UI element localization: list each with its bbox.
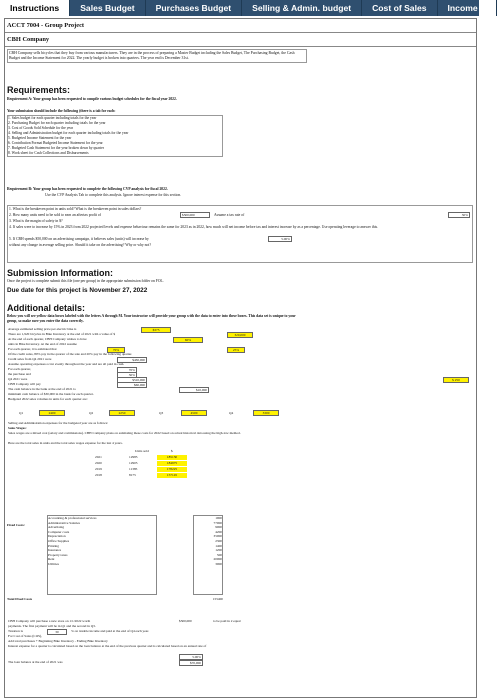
table-cell: 157145 [157, 473, 187, 478]
quarter-label-q2: Q2 [89, 411, 94, 415]
due-date: Due date for this project is November 27, 2022 [7, 287, 148, 294]
list-value: 4200 [215, 529, 222, 534]
detail-line: For Cost of Sales (COS), [8, 634, 43, 638]
quarter-label-q3: Q3 [159, 411, 164, 415]
table-cell: 12905 [129, 461, 138, 465]
detail-line: Taxation is [8, 629, 23, 633]
detail-line: The loan balance at the end of 2021 was [8, 660, 63, 664]
tax-pct-input[interactable]: 30 [47, 629, 67, 635]
list-item: Advertising [48, 525, 65, 530]
detail-line: Q4 2021 were [8, 377, 28, 381]
q4-volume-input[interactable]: 3300 [253, 410, 279, 416]
list-value: 500 [216, 552, 222, 557]
detail-line: payments. The first payment will be in Q1 and the second in Q3. [8, 624, 96, 628]
fixed-costs-total: 155400 [212, 597, 223, 601]
additional-title: Additional details: [7, 303, 86, 313]
tab-cost-of-sales[interactable]: Cost of Sales [362, 0, 437, 16]
additional-text: Below you will see yellow data boxes labeled with the letters A through M. Your instructor will provide your group with the data to enter into these boxes. This data set is unique to your group, so make sure you enter the data correctly. [7, 314, 296, 323]
list-item: Insurance [48, 548, 62, 553]
list-item: 3. Cost of Goods Sold Schedule for the year [8, 126, 74, 130]
detail-line: CBH Company will purchase a new store on 1/1/2022 worth [8, 619, 91, 623]
detail-line: There are 1,920 bicycles in Bike Inventory at the end of 2021 with a value of $ [8, 332, 116, 336]
detail-line: The cash balance in the bank at the end of 2021 is [8, 387, 76, 391]
detail-line: For each quarter, it is estimated that [8, 347, 57, 351]
list-value: 20000 [213, 557, 222, 562]
tax-rate-label: Assume a tax rate of [214, 213, 245, 217]
list-item: Computer costs [48, 529, 70, 534]
list-value: 9000 [215, 525, 222, 530]
requirements-title: Requirements: [7, 85, 71, 95]
fixed-costs-labels [47, 515, 157, 595]
list-value: 35000 [213, 534, 222, 539]
list-item: 5. If CBH spends $50,000 on an advertising campaign, it believes sales (units) will increase by [9, 237, 149, 241]
list-value: 77000 [213, 520, 222, 525]
cash-balance-input[interactable]: $10,000 [179, 387, 209, 393]
detail-line: the purchase and [8, 372, 31, 376]
inventory-value-input[interactable]: 320,000 [227, 332, 253, 338]
tab-selling-admin-budget[interactable]: Selling & Admin. budget [242, 0, 362, 16]
wages-table [95, 449, 215, 489]
detail-line: Average estimated selling price per electric bike is [8, 327, 77, 331]
list-item: Property taxes [48, 552, 68, 557]
tab-income-statement[interactable]: Income S [438, 0, 497, 16]
sales-increase-input[interactable]: 5.00% [268, 236, 292, 242]
detail-line: Sales Wages: [8, 426, 27, 430]
detail-line: For each quarter, [8, 367, 31, 371]
list-item: 2. How many units need to be sold to earn an aftertax profit of [9, 213, 101, 217]
q4-purchases-input[interactable]: $510,000 [117, 377, 147, 383]
list-item: without any change in average selling price. Should it take on the advertising? Why or why not? [9, 243, 151, 247]
submission-title: Submission Information: [7, 268, 114, 278]
list-item: Accounting & professional services [48, 516, 97, 520]
table-cell: 178225 [157, 467, 187, 472]
detail-line: Assume operating expenses occur evenly throughout the year and are all paid in cash. [8, 362, 125, 366]
bikes-pct-input[interactable]: 70% [117, 367, 137, 373]
price-input[interactable]: $375 [141, 327, 171, 333]
list-item: 7. Budgeted Cash Statement for the year broken down by quarter [8, 146, 104, 150]
detail-line: At the end of each quarter, CBH Company wishes to have [8, 337, 87, 341]
list-item: 4. If sales were to increase by 15% in 2023 from 2022 projected levels and expense behaviour remains the same for 2023 as in 2022, how much will net income before tax and interest increase by as a percentage. Use operating leverage to answer this. [9, 225, 379, 229]
list-item: 6. Contribution Format Budgeted Income Statement for the year [8, 141, 103, 145]
expected-input[interactable]: $ 250 [443, 377, 469, 383]
detail-line: units in Bike Inventory. At the end of 2022 assume [8, 342, 77, 346]
table-cell: 12985 [129, 455, 138, 459]
instructions-sheet [4, 18, 477, 698]
list-item: Depreciation [48, 534, 66, 539]
table-cell: 2021 [95, 455, 102, 459]
table-cell: 184975 [157, 461, 187, 466]
submission-list [7, 115, 223, 157]
list-item: 5. Budgeted Income Statement for the year [8, 136, 72, 140]
dividends-input[interactable]: $60,000 [117, 382, 147, 388]
list-value: 1400 [215, 543, 222, 548]
list-item: Utilities [48, 561, 59, 566]
table-header: Units sold [135, 449, 149, 453]
sheet-title: ACCT 7004 - Group Project [5, 19, 476, 33]
tab-purchases-budget[interactable]: Purchases Budget [146, 0, 242, 16]
list-value: 3000 [215, 561, 222, 566]
quarter-label-q1: Q1 [19, 411, 24, 415]
table-cell: 11385 [129, 467, 138, 471]
q1-volume-input[interactable]: 2400 [39, 410, 65, 416]
list-item: Printing [48, 543, 59, 548]
tab-sales-budget[interactable]: Sales Budget [70, 0, 145, 16]
fixed-costs-total-label: Total Fixed Costs [7, 597, 33, 601]
detail-line: Selling and Administration expenses for the budgeted year are as follows: [8, 421, 108, 425]
tab-instructions[interactable]: Instructions [0, 0, 70, 16]
detail-line: CBH Company will pay [8, 382, 41, 386]
q2-volume-input[interactable]: 2250 [109, 410, 135, 416]
cash-sales-input[interactable]: 70% [107, 347, 125, 353]
quarter-label-q4: Q4 [229, 411, 234, 415]
requirement-b-note: Use the CVP Analysis Tab to complete this analysis. Ignore interest expense for this section. [45, 193, 182, 197]
list-item: 3. What is the margin of safety in $? [9, 219, 63, 223]
detail-line: Budgeted 2022 sales volumes in units for each quarter are: [8, 397, 88, 401]
profit-input[interactable]: $500,000 [180, 212, 210, 218]
list-item: 2. Purchasing Budget for each quarter including totals for the year [8, 121, 106, 125]
credit-q4-input[interactable]: $430,000 [117, 357, 147, 363]
fixed-costs [7, 505, 477, 609]
interest-rate-input[interactable]: 5.00% [179, 654, 203, 660]
inventory-pct-input[interactable]: 60% [173, 337, 203, 343]
loan-balance-input[interactable]: $70,000 [179, 660, 203, 666]
cvp-list [7, 205, 473, 263]
list-value: 2300 [215, 538, 222, 543]
list-item: 1. What is the breakeven point in units sold? What is the breakeven point in sales dollars? [9, 207, 142, 211]
fixed-costs-title: Fixed Costs: [7, 523, 25, 527]
submission-intro: Your submission should include the following (there is a tab for each: [7, 109, 116, 113]
details-block [7, 327, 473, 411]
store-cost: $500,000 [179, 619, 192, 623]
list-item: 1. Sales budget for each quarter including totals for the year [8, 116, 97, 120]
sales-wages-notes [7, 421, 467, 451]
list-item: Rent [48, 557, 55, 562]
detail-line: Sales wages are a mixed cost (salary and commissions). CBH Company plans on estimating these costs for 2022 based on actual historical data using the high-low method. [8, 431, 241, 435]
list-item: Administrative Salaries [48, 520, 80, 525]
fixed-costs-values [193, 515, 223, 595]
list-value: 1900 [215, 516, 222, 520]
table-header: $ [171, 449, 173, 453]
store-note: to be paid in 2 equal [213, 619, 241, 623]
detail-line: Here are the total sales in units and the total sales wages expense for the last 4 years. [8, 441, 123, 445]
list-value: 1200 [215, 548, 222, 553]
q3-volume-input[interactable]: 4500 [181, 410, 207, 416]
submission-text: Once the project is complete submit this file (one per group) in the appropriate submission folder on FOL. [7, 279, 164, 283]
list-item: 8. Work sheet for Cash Collections and Disbursements [8, 151, 89, 155]
detail-line: Credit sales from Q4 2021 were [8, 357, 52, 361]
tax-note: % on taxable income and paid at the end of Q4 each year. [71, 629, 150, 633]
credit-sales-input[interactable]: 25% [227, 347, 245, 353]
detail-line: minimum cash balance of $30,000 in the bank for each quarter. [8, 392, 94, 396]
quarter-volumes [19, 409, 289, 419]
sheet-tab-bar [0, 0, 486, 16]
requirement-a: Requirement A: Your group has been requested to compile various budget schedules for the fiscal year 2022. [7, 97, 177, 101]
company-name: CBH Company [5, 33, 476, 47]
tax-rate-input[interactable]: 30% [448, 212, 470, 218]
table-cell: 2020 [95, 461, 102, 465]
table-cell: 8175 [129, 473, 136, 477]
intro-text: CBH Company sells bicycles that they buy from various manufacturers. They are in the process of preparing a Master Budget including the Sales Budget, The Purchasing Budget, the Cash Budget and the Income Statement for 2022. The yearly budget is broken into quarters. The year end is December 31st. [7, 49, 307, 63]
list-item: 4. Selling and Administration budget for each quarter including totals for the year [8, 131, 129, 135]
footer-notes [7, 619, 477, 697]
detail-line: Interest expense for a quarter is calculated based on the loan balance at the end of the previous quarter and is calculated based on an annual rate of [8, 644, 207, 648]
paid-pct-input[interactable]: 30% [117, 372, 137, 378]
list-item: Office Supplies [48, 538, 70, 543]
requirement-b: Requirement B: Your group has been requested to complete the following CVP analysis for fiscal 2022. [7, 187, 168, 191]
table-cell: 2018 [95, 473, 102, 477]
detail-line: Of the credit sales, 80% pay in the quarter of the sale and 20% pay in the following quarter. [8, 352, 133, 356]
table-cell: 185130 [157, 455, 187, 460]
detail-line: Add total purchases + Beginning Bike Inventory - Ending Bike Inventory [8, 639, 108, 643]
table-cell: 2019 [95, 467, 102, 471]
